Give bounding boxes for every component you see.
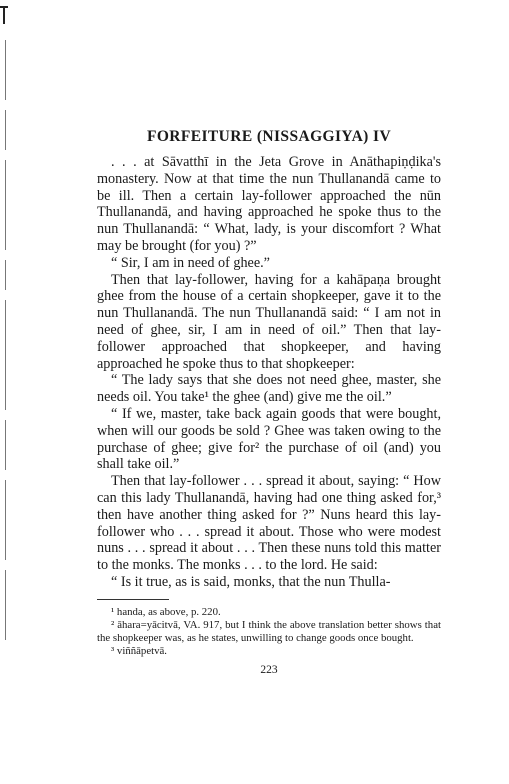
paragraph: “ Is it true, as is said, monks, that the nun Thulla- [111, 573, 391, 590]
paragraph: Then that lay-follower, having for a kahāpaṇa brought ghee from the house of a certain shopkeeper, gave it to the nun Thullanandā. The nun Thullanandā said: “ I am not in need of ghee, sir, I am in need of oil.” Then that lay-follower approached that shopkeeper, and having approached he spoke thus to that shopkeeper: [97, 271, 441, 372]
document-page [97, 128, 441, 676]
paragraph: Then that lay-follower . . . spread it about, saying: “ How can this lady Thullanandā, having had one thing asked for,³ then have another thing asked for ?” Nuns heard this lay-follower who . . . spread it about. Those who were modest nuns . . . spread it about . . . Then these nuns told this matter to the monks. The monks . . . to the lord. He said: [97, 473, 441, 574]
footnote: ² āhara=yācitvā, VA. 917, but I think the above translation better shows that the shopkeeper was, as he states, unwilling to change goods once bought. [97, 618, 441, 644]
paragraph: . . . at Sāvatthī in the Jeta Grove in Anāthapiṇḍika's monastery. Now at that time the nun Thullanandā came to be ill. Then a certain lay-follower approached the nūn Thullanandā, and having approached he spoke thus to the nun Thullanandā: “ What, lady, is your discomfort ? What may be brought (for you) ?” [97, 154, 441, 254]
footnote: ³ viññāpetvā. [111, 644, 168, 657]
paragraph: “ The lady says that she does not need ghee, master, she needs oil. You take¹ the ghee (and) give me the oil.” [97, 372, 441, 406]
page-title: FORFEITURE (NISSAGGIYA) IV [146, 128, 392, 145]
footnote-rule [97, 599, 169, 600]
paragraph: “ Sir, I am in need of ghee.” [111, 254, 270, 271]
page-number: 223 [260, 663, 278, 676]
paragraph: “ If we, master, take back again goods that were bought, when will our goods be sold ? Ghee was taken owing to the purchase of ghee; give for² the purchase of oil (and) you shall take oil.” [97, 405, 441, 473]
page-edge-mark [3, 6, 5, 24]
footnote: ¹ handa, as above, p. 220. [111, 605, 221, 618]
binding-margin-lines [5, 40, 6, 650]
